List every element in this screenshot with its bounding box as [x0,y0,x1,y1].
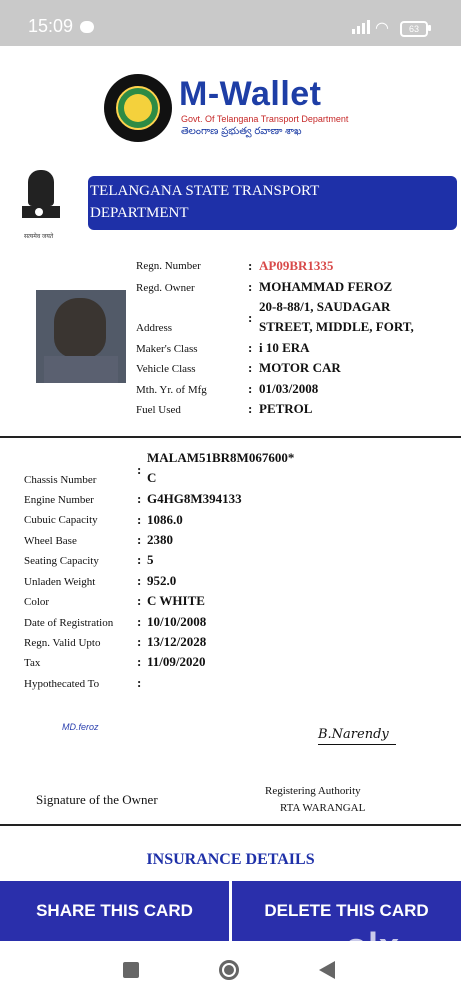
owner-photo [36,290,126,383]
colon: : [137,462,142,477]
home-icon-dot [224,965,234,975]
colon: : [137,512,142,527]
section-divider [0,824,461,826]
colon: : [137,654,142,669]
address-line2: STREET, MIDDLE, FORT, [259,319,414,334]
owner-signature-label: Signature of the Owner [36,792,158,807]
share-card-button[interactable]: SHARE THIS CARD [0,881,229,941]
makers-class-value: i 10 ERA [259,340,310,355]
status-bar [0,0,461,46]
status-time: 15:09 [28,16,74,36]
makers-class-label: Maker's Class [136,343,198,355]
app-title: M-Wallet [179,75,322,113]
colon: : [137,491,142,506]
mfg-value: 01/03/2008 [259,381,319,396]
hypothecated-label: Hypothecated To [24,678,100,690]
seating-label: Seating Capacity [24,555,99,567]
delete-card-button[interactable]: DELETE THIS CARD [232,881,461,941]
authority-label: Registering Authority [265,785,361,797]
colon: : [248,258,253,273]
colon: : [248,381,253,396]
cubic-label: Cubuic Capacity [24,514,98,526]
colon: : [248,401,253,416]
colon: : [137,573,142,588]
engine-value: G4HG8M394133 [147,491,242,506]
authority-office: RTA WARANGAL [280,802,366,814]
address-line1: 20-8-88/1, SAUDAGAR [259,299,391,314]
colon: : [248,340,253,355]
colon: : [137,614,142,629]
chassis-label: Chassis Number [24,474,97,486]
unladen-value: 952.0 [147,573,177,588]
unladen-label: Unladen Weight [24,576,96,588]
battery-level: 63 [408,24,419,34]
wheel-base-label: Wheel Base [24,535,77,547]
recent-apps-icon[interactable] [123,962,139,978]
color-label: Color [24,596,50,608]
colon: : [137,532,142,547]
seating-value: 5 [147,552,154,567]
chat-notification-icon [80,21,94,33]
authority-signature-underline [318,744,396,745]
regn-number-label: Regn. Number [136,260,201,272]
back-icon[interactable] [319,961,335,979]
authority-signature: B.Narendy [318,727,389,742]
signal-icon [352,18,374,34]
fuel-label: Fuel Used [136,404,181,416]
telangana-seal-logo [104,74,172,142]
tax-value: 11/09/2020 [147,654,206,669]
colon: : [137,552,142,567]
fuel-value: PETROL [259,401,313,416]
valid-upto-label: Regn. Valid Upto [24,637,101,649]
date-reg-label: Date of Registration [24,617,114,629]
section-divider [0,436,461,438]
colon: : [248,310,253,325]
colon: : [137,634,142,649]
owner-signature: MD.feroz [62,722,99,732]
battery-tip [428,25,431,31]
chassis-line2: C [147,470,157,485]
address-label: Address [136,322,173,334]
battery-icon [400,21,428,37]
regn-number-value: AP09BR1335 [259,258,334,273]
colon: : [137,675,142,690]
emblem-motto: सत्यमेव जयते [24,234,54,240]
department-line1: TELANGANA STATE TRANSPORT [90,183,320,199]
mfg-label: Mth. Yr. of Mfg [136,384,207,396]
vehicle-class-label: Vehicle Class [136,363,196,375]
app-subtitle-telugu: తెలంగాణ ప్రభుత్వ రవాణా శాఖ [181,126,302,137]
national-emblem-icon [18,170,64,230]
date-reg-value: 10/10/2008 [147,614,207,629]
engine-label: Engine Number [24,494,94,506]
chassis-line1: MALAM51BR8M067600* [147,450,295,465]
wifi-icon: ◠ [375,18,389,37]
department-name [90,180,450,224]
colon: : [248,360,253,375]
color-value: C WHITE [147,593,205,608]
insurance-details-title: INSURANCE DETAILS [146,851,315,868]
department-line2: DEPARTMENT [90,205,189,221]
cubic-value: 1086.0 [147,512,183,527]
valid-upto-value: 13/12/2028 [147,634,207,649]
colon: : [248,279,253,294]
tax-label: Tax [24,657,41,669]
regd-owner-label: Regd. Owner [136,282,195,294]
vehicle-class-value: MOTOR CAR [259,360,341,375]
wheel-base-value: 2380 [147,532,173,547]
colon: : [137,593,142,608]
regd-owner-value: MOHAMMAD FEROZ [259,279,393,294]
app-subtitle: Govt. Of Telangana Transport Department [181,114,349,124]
